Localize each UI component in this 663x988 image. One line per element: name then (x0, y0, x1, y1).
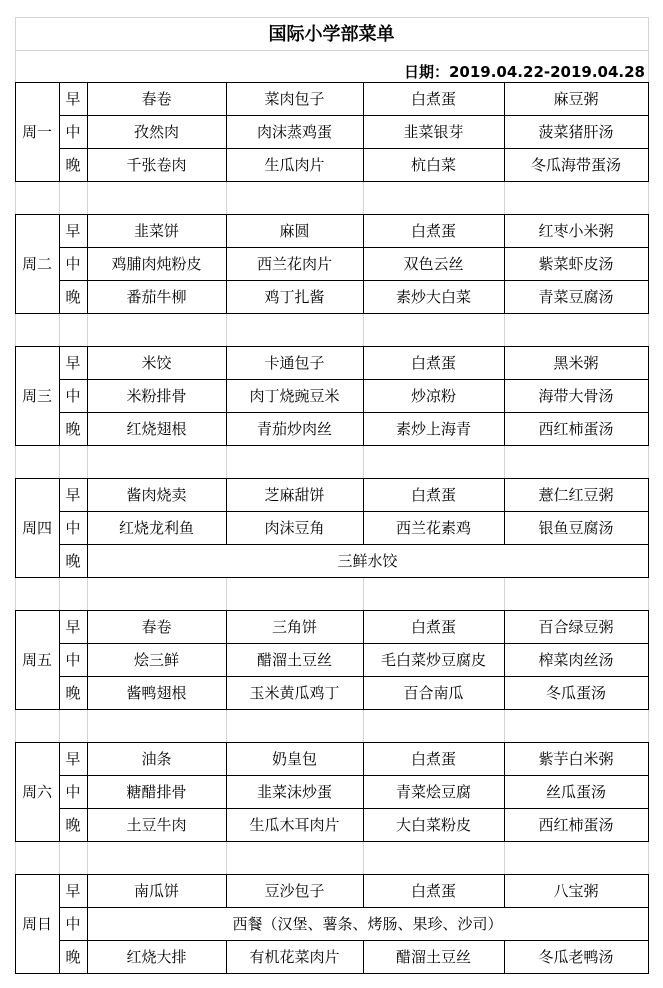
dish-cell: 鸡脯肉炖粉皮 (111, 255, 202, 273)
grid-line (648, 214, 649, 314)
dish-cell: 酱肉烧卖 (126, 486, 187, 504)
meal-label: 晚 (65, 288, 81, 306)
meal-label: 中 (65, 783, 81, 801)
meal-label: 中 (65, 123, 81, 141)
grid-line (87, 709, 88, 742)
meal-label: 早 (65, 486, 81, 504)
day-label: 周二 (21, 255, 52, 273)
grid-line (226, 709, 227, 742)
grid-line (363, 577, 364, 610)
dish-cell: 白煮蛋 (410, 354, 456, 372)
dish-cell: 西兰花素鸡 (395, 519, 471, 537)
meal-label: 中 (65, 915, 81, 933)
grid-line (87, 181, 88, 214)
dish-cell: 白煮蛋 (410, 222, 456, 240)
meal-label: 晚 (65, 156, 81, 174)
grid-line (226, 313, 227, 346)
dish-cell: 黑米粥 (553, 354, 599, 372)
grid-line (87, 577, 88, 610)
day-label: 周一 (21, 123, 52, 141)
dish-cell: 三角饼 (271, 618, 317, 636)
dish-cell: 冬瓜蛋汤 (545, 684, 606, 702)
dish-cell: 白煮蛋 (410, 750, 456, 768)
grid-line (15, 445, 649, 446)
dish-cell: 大白菜粉皮 (395, 816, 471, 834)
dish-cell: 肉沫豆角 (264, 519, 325, 537)
dish-cell: 生瓜肉片 (264, 156, 325, 174)
dish-cell: 米饺 (141, 354, 172, 372)
grid-line (504, 577, 505, 610)
grid-line (504, 841, 505, 874)
dish-cell: 毛白菜炒豆腐皮 (380, 651, 486, 669)
grid-line (15, 50, 649, 51)
grid-line (648, 313, 649, 346)
grid-line (59, 181, 60, 214)
meal-label: 中 (65, 519, 81, 537)
dish-cell: 冬瓜老鸭汤 (538, 948, 614, 966)
dish-cell: 番茄牛柳 (126, 288, 187, 306)
dish-cell: 菜肉包子 (264, 90, 325, 108)
dish-cell: 白煮蛋 (410, 882, 456, 900)
dish-cell: 八宝粥 (553, 882, 599, 900)
grid-line (15, 577, 649, 578)
dish-cell: 榨菜肉丝汤 (538, 651, 614, 669)
grid-line (15, 973, 649, 974)
grid-line (648, 709, 649, 742)
dish-cell: 豆沙包子 (264, 882, 325, 900)
dish-cell: 西红柿蛋汤 (538, 420, 614, 438)
grid-line (648, 181, 649, 214)
grid-line (363, 181, 364, 214)
meal-label: 中 (65, 387, 81, 405)
dish-cell: 白煮蛋 (410, 618, 456, 636)
dish-cell: 糖醋排骨 (126, 783, 187, 801)
grid-line (363, 445, 364, 478)
dish-cell: 肉沫蒸鸡蛋 (256, 123, 332, 141)
dish-cell: 韭菜银芽 (403, 123, 464, 141)
day-label: 周三 (21, 387, 52, 405)
dish-cell: 米粉排骨 (126, 387, 187, 405)
grid-line (15, 841, 649, 842)
dish-cell: 韭菜沫炒蛋 (256, 783, 332, 801)
dish-cell: 银鱼豆腐汤 (538, 519, 614, 537)
meal-label: 晚 (65, 420, 81, 438)
grid-line (648, 82, 649, 182)
meal-label: 晚 (65, 948, 81, 966)
grid-line (15, 313, 649, 314)
grid-line (59, 313, 60, 346)
meal-label: 中 (65, 255, 81, 273)
dish-cell: 油条 (141, 750, 172, 768)
grid-line (15, 17, 16, 82)
meal-label: 中 (65, 651, 81, 669)
meal-label: 晚 (65, 684, 81, 702)
dish-cell: 薏仁红豆粥 (538, 486, 614, 504)
grid-line (15, 709, 16, 742)
grid-line (226, 445, 227, 478)
dish-cell: 白煮蛋 (410, 90, 456, 108)
page-title: 国际小学部菜单 (268, 24, 395, 45)
dish-cell: 烩三鲜 (133, 651, 179, 669)
dish-cell: 双色云丝 (403, 255, 464, 273)
grid-line (15, 841, 16, 874)
dish-cell: 白煮蛋 (410, 486, 456, 504)
dish-cell: 麻豆粥 (553, 90, 599, 108)
grid-line (59, 577, 60, 610)
dish-cell: 紫菜虾皮汤 (538, 255, 614, 273)
grid-line (226, 181, 227, 214)
dish-cell: 冬瓜海带蛋汤 (530, 156, 621, 174)
dish-cell: 肉丁烧豌豆米 (249, 387, 340, 405)
day-label: 周四 (21, 519, 52, 537)
dish-cell: 红枣小米粥 (538, 222, 614, 240)
grid-line (15, 17, 649, 18)
grid-line (648, 610, 649, 710)
grid-line (648, 874, 649, 974)
dish-cell: 丝瓜蛋汤 (545, 783, 606, 801)
dish-cell: 红烧翅根 (126, 420, 187, 438)
dish-cell: 韭菜饼 (133, 222, 179, 240)
grid-line (226, 841, 227, 874)
dish-cell: 炒凉粉 (410, 387, 456, 405)
dish-cell-merged: 三鲜水饺 (337, 552, 398, 570)
dish-cell: 南瓜饼 (133, 882, 179, 900)
dish-cell: 海带大骨汤 (538, 387, 614, 405)
grid-line (363, 313, 364, 346)
meal-label: 早 (65, 750, 81, 768)
grid-line (504, 709, 505, 742)
meal-label: 早 (65, 618, 81, 636)
meal-label: 晚 (65, 816, 81, 834)
dish-cell: 素炒上海青 (395, 420, 471, 438)
dish-cell-merged: 西餐（汉堡、薯条、烤肠、果珍、沙司） (232, 915, 503, 933)
day-label: 周日 (21, 915, 52, 933)
dish-cell: 紫芋白米粥 (538, 750, 614, 768)
dish-cell: 醋溜土豆丝 (256, 651, 332, 669)
dish-cell: 春卷 (141, 618, 172, 636)
grid-line (15, 313, 16, 346)
grid-line (15, 577, 16, 610)
grid-line (87, 445, 88, 478)
dish-cell: 百合绿豆粥 (538, 618, 614, 636)
dish-cell: 百合南瓜 (403, 684, 464, 702)
grid-line (59, 841, 60, 874)
dish-cell: 鸡丁扎酱 (264, 288, 325, 306)
grid-line (363, 709, 364, 742)
grid-line (504, 313, 505, 346)
grid-line (87, 313, 88, 346)
grid-line (648, 841, 649, 874)
grid-line (15, 181, 16, 214)
grid-line (15, 445, 16, 478)
dish-cell: 酱鸭翅根 (126, 684, 187, 702)
grid-line (504, 181, 505, 214)
dish-cell: 青菜烩豆腐 (395, 783, 471, 801)
dish-cell: 西红柿蛋汤 (538, 816, 614, 834)
dish-cell: 奶皇包 (271, 750, 317, 768)
meal-label: 早 (65, 90, 81, 108)
dish-cell: 青茄炒肉丝 (256, 420, 332, 438)
meal-label: 早 (65, 222, 81, 240)
meal-label: 早 (65, 354, 81, 372)
dish-cell: 麻圆 (279, 222, 310, 240)
dish-cell: 千张卷肉 (126, 156, 187, 174)
grid-line (59, 445, 60, 478)
grid-line (648, 478, 649, 578)
dish-cell: 生瓜木耳肉片 (249, 816, 340, 834)
dish-cell: 醋溜土豆丝 (395, 948, 471, 966)
grid-line (15, 709, 649, 710)
meal-label: 早 (65, 882, 81, 900)
grid-line (59, 709, 60, 742)
day-label: 周五 (21, 651, 52, 669)
dish-cell: 玉米黄瓜鸡丁 (249, 684, 340, 702)
dish-cell: 素炒大白菜 (395, 288, 471, 306)
grid-line (226, 577, 227, 610)
grid-line (648, 577, 649, 610)
dish-cell: 芝麻甜饼 (264, 486, 325, 504)
day-label: 周六 (21, 783, 52, 801)
dish-cell: 杭白菜 (410, 156, 456, 174)
dish-cell: 青菜豆腐汤 (538, 288, 614, 306)
dish-cell: 有机花菜肉片 (249, 948, 340, 966)
grid-line (504, 445, 505, 478)
dish-cell: 孜然肉 (133, 123, 179, 141)
grid-line (648, 346, 649, 446)
grid-line (87, 841, 88, 874)
grid-line (648, 742, 649, 842)
dish-cell: 红烧大排 (126, 948, 187, 966)
dish-cell: 菠菜猪肝汤 (538, 123, 614, 141)
grid-line (363, 841, 364, 874)
meal-label: 晚 (65, 552, 81, 570)
dish-cell: 春卷 (141, 90, 172, 108)
dish-cell: 红烧龙利鱼 (118, 519, 194, 537)
date-range: 日期：2019.04.22-2019.04.28 (403, 63, 645, 81)
dish-cell: 西兰花肉片 (256, 255, 332, 273)
dish-cell: 土豆牛肉 (126, 816, 187, 834)
grid-line (15, 181, 649, 182)
grid-line (648, 445, 649, 478)
dish-cell: 卡通包子 (264, 354, 325, 372)
grid-line (648, 17, 649, 82)
